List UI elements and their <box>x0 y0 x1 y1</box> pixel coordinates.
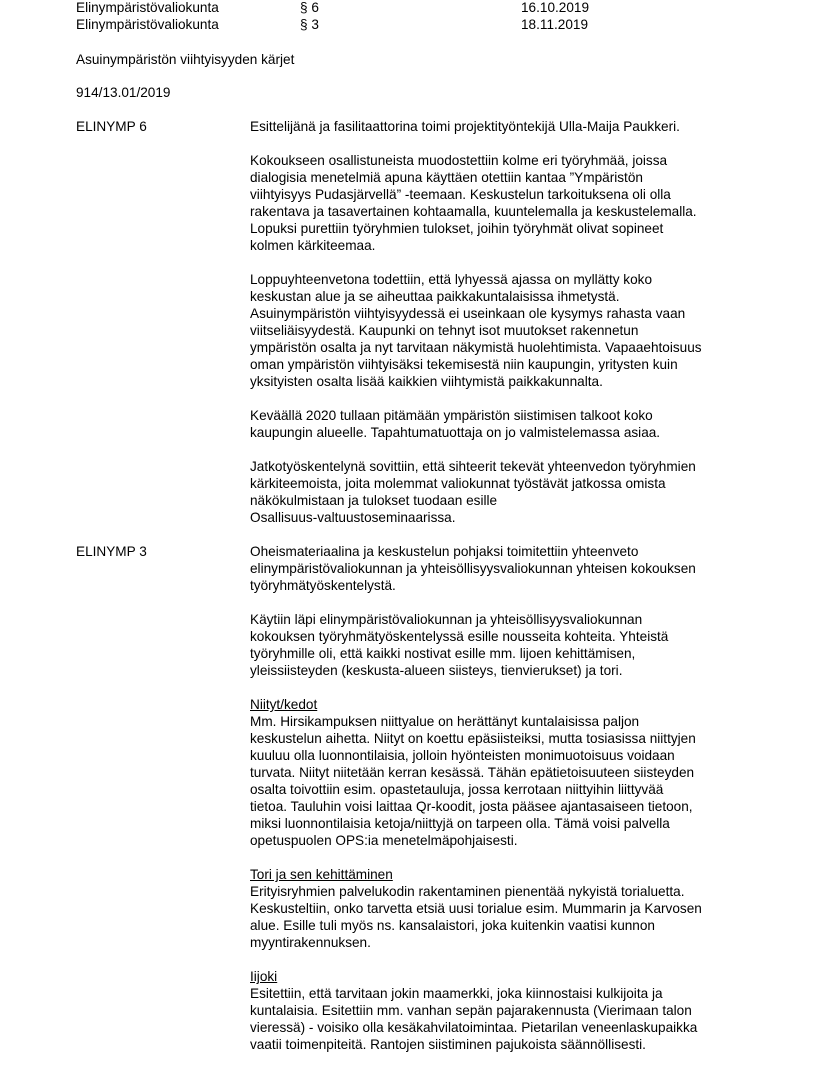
text-line: miksi luonnontilaisia ketoja/niittyjä on tarpeen olla. Tämä voisi palvella <box>250 816 670 831</box>
text-line: elinympäristövaliokunnan ja yhteisöllisyysvaliokunnan yhteisen kokouksen <box>250 561 696 576</box>
subsection-heading: Tori ja sen kehittäminen <box>250 867 393 882</box>
text-line: rakentava ja tasavertainen kohtaamalla, kuuntelemalla ja keskustelemalla. <box>250 204 697 219</box>
text-line: Erityisryhmien palvelukodin rakentaminen pienentää nykyistä torialuetta. <box>250 884 685 899</box>
text-line: opetuspuolen OPS:ia menetelmäpohjaisesti. <box>250 833 518 848</box>
text-line: vaatii toimenpiteitä. Rantojen siistiminen pajukoista säännöllisesti. <box>250 1037 646 1052</box>
text-line: Käytiin läpi elinympäristövaliokunnan ja yhteisöllisyysvaliokunnan <box>250 612 643 627</box>
text-line: viihtyisyys Pudasjärvellä” -teemaan. Keskustelun tarkoituksena oli olla <box>250 187 671 202</box>
text-line: Esittelijänä ja fasilitaattorina toimi projektityöntekijä Ulla-Maija Paukkeri. <box>250 119 680 134</box>
text-line: näkökulmistaan ja tulokset tuodaan esille <box>250 493 498 508</box>
paragraph <box>250 271 750 390</box>
text-line: osalta toivottiin esim. opastetauluja, jossa kerrotaan niittyihin liittyvää <box>250 782 664 797</box>
text-line: kolmen kärkiteemaa. <box>250 238 376 253</box>
subsection-heading: Niityt/kedot <box>250 697 318 712</box>
text-line: Jatkotyöskentelynä sovittiin, että sihteerit tekevät yhteenvedon työryhmien <box>250 459 696 474</box>
text-line: dialogisia menetelmiä apuna käyttäen otettiin kantaa ”Ympäristön <box>250 170 643 185</box>
section-body <box>250 543 750 1070</box>
text-line: kärkiteemoista, joita molemmat valiokunnat työstävät jatkossa omista <box>250 476 666 491</box>
section-number: § 6 <box>300 0 319 15</box>
text-line: kuuluu olla luonnontilaisia, jolloin hyönteisten monimuotoisuus voidaan <box>250 748 675 763</box>
text-line: Keskusteltiin, onko tarvetta etsiä uusi torialue esim. Mummarin ja Karvosen <box>250 901 702 916</box>
paragraph <box>250 458 750 526</box>
section-number: § 3 <box>300 17 319 32</box>
document-title: Asuinympäristön viihtyisyyden kärjet <box>76 52 295 67</box>
meeting-date: 18.11.2019 <box>521 17 589 32</box>
text-line: vieressä) - voisiko olla kesäkahvilatoimintaa. Pietarilan veneenlaskupaikka <box>250 1020 698 1035</box>
text-line: turvata. Niityt niitetään kerran kesässä. Tähän epätietoisuuteen siisteyden <box>250 765 695 780</box>
section-body <box>250 118 750 543</box>
text-line: yksityisten osalta lisää kaikkien viihtymistä paikkakunnalta. <box>250 374 603 389</box>
text-line: kuntalaisia. Esitettiin mm. vanhan sepän pajarakennusta (Vierimaan talon <box>250 1003 692 1018</box>
paragraph <box>250 152 750 254</box>
text-line: Mm. Hirsikampuksen niittyalue on herättänyt kuntalaisissa paljon <box>250 714 640 729</box>
text-line: ympäristön osalta ja nyt tarvitaan näkymistä huolehtimista. Vapaaehtoisuus <box>250 340 702 355</box>
paragraph <box>250 611 750 679</box>
text-line: Esitettiin, että tarvitaan jokin maamerkki, joka kiinnostaisi kulkijoita ja <box>250 986 663 1001</box>
text-line: Keväällä 2020 tullaan pitämään ympäristön siistimisen talkoot koko <box>250 408 653 423</box>
paragraph <box>250 407 750 441</box>
text-line: Asuinympäristön viihtyisyydessä ei useinkaan ole kysymys rahasta vaan <box>250 306 686 321</box>
committee-name: Elinympäristövaliokunta <box>76 0 219 15</box>
text-line: keskustan alue ja se aiheuttaa paikkakuntalaisissa ihmetystä. <box>250 289 620 304</box>
committee-name: Elinympäristövaliokunta <box>76 17 219 32</box>
paragraph <box>250 118 750 135</box>
text-line: työryhmätyöskentelystä. <box>250 578 396 593</box>
text-line: Lopuksi purettiin työryhmien tulokset, joihin työryhmät olivat sopineet <box>250 221 664 236</box>
text-line: viitseliäisyydestä. Kaupunki on tehnyt isot muutokset rakennetun <box>250 323 639 338</box>
paragraph <box>250 543 750 594</box>
text-line: Osallisuus-valtuustoseminaarissa. <box>250 510 456 525</box>
text-line: keskustelun aihetta. Niityt on koettu epäsiisteiksi, mutta tosiasissa niittyjen <box>250 731 696 746</box>
text-line: yleissiisteyden (keskusta-alueen siisteys, tienvierukset) ja tori. <box>250 663 623 678</box>
subsection-heading: Iijoki <box>250 969 278 984</box>
subsection <box>250 968 750 1053</box>
text-line: Oheismateriaalina ja keskustelun pohjaksi toimitettiin yhteenveto <box>250 544 639 559</box>
text-line: Kokoukseen osallistuneista muodostettiin kolme eri työryhmää, joissa <box>250 153 668 168</box>
section-label: ELINYMP 3 <box>76 544 147 559</box>
text-line: myyntirakennuksen. <box>250 935 371 950</box>
subsection <box>250 696 750 849</box>
meeting-date: 16.10.2019 <box>521 0 590 15</box>
text-line: oman ympäristön viihtyisäksi tekemisestä niin kaupungin, yritysten kuin <box>250 357 678 372</box>
text-line: kokouksen työryhmätyöskentelyssä esille nousseita kohteita. Yhteistä <box>250 629 669 644</box>
text-line: Loppuyhteenvetona todettiin, että lyhyessä ajassa on myllätty koko <box>250 272 653 287</box>
section-label: ELINYMP 6 <box>76 119 147 134</box>
subsection <box>250 866 750 951</box>
text-line: alue. Esille tuli myös ns. kansalaistori, joka kuitenkin vaatisi kunnon <box>250 918 655 933</box>
text-line: työryhmille oli, että kaikki nostivat esille mm. lijoen kehittämisen, <box>250 646 636 661</box>
text-line: kaupungin alueelle. Tapahtumatuottaja on jo valmistelemassa asiaa. <box>250 425 661 440</box>
document-reference: 914/13.01/2019 <box>76 85 171 100</box>
text-line: tietoa. Tauluhin voisi laittaa Qr-koodit, josta pääsee ajantasaiseen tietoon, <box>250 799 693 814</box>
